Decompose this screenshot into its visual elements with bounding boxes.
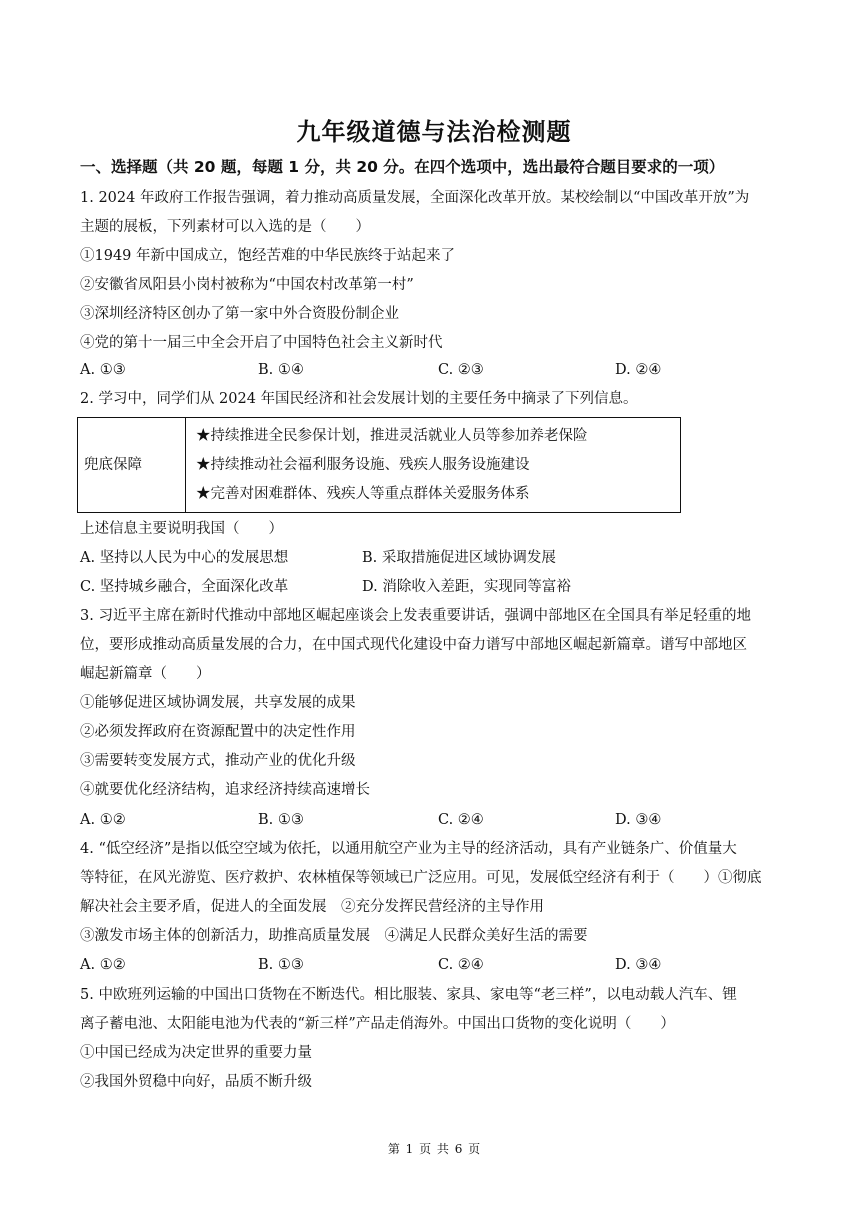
page-footer: 第 1 页 共 6 页 xyxy=(387,1142,481,1156)
question-1-option-b: B. ①④ xyxy=(258,362,304,378)
question-1-statement: ②安徽省凤阳县小岗村被称为“中国农村改革第一村” xyxy=(80,277,414,293)
info-table-category: 兜底保障 xyxy=(78,418,186,512)
question-3-statement: ②必须发挥政府在资源配置中的决定性作用 xyxy=(80,724,356,740)
question-1-option-d: D. ②④ xyxy=(615,362,662,378)
question-4-stem: 4. “低空经济”是指以低空空域为依托，以通用航空产业为主导的经济活动，具有产业链条广、价值量大 xyxy=(80,841,737,857)
question-5-stem: 离子蓄电池、太阳能电池为代表的“新三样”产品走俏海外。中国出口货物的变化说明（ ） xyxy=(80,1016,675,1032)
question-2-option-b: B. 采取措施促进区域协调发展 xyxy=(362,550,556,566)
question-2-option-c: C. 坚持城乡融合，全面深化改革 xyxy=(80,579,289,595)
info-table xyxy=(77,417,681,513)
question-3-option-d: D. ③④ xyxy=(615,812,662,828)
question-5-statement: ②我国外贸稳中向好，品质不断升级 xyxy=(80,1074,312,1090)
question-3-statement: ①能够促进区域协调发展，共享发展的成果 xyxy=(80,695,356,711)
question-4-option-d: D. ③④ xyxy=(615,957,662,973)
question-3-stem: 位，要形成推动高质量发展的合力，在中国式现代化建设中奋力谱写中部地区崛起新篇章。谱写中部地区 xyxy=(80,637,747,653)
question-5-stem: 5. 中欧班列运输的中国出口货物在不断迭代。相比服装、家具、家电等“老三样”，以电动载人汽车、锂 xyxy=(80,987,737,1003)
question-3-option-c: C. ②④ xyxy=(438,812,484,828)
question-4-option-c: C. ②④ xyxy=(438,957,484,973)
question-1-option-c: C. ②③ xyxy=(438,362,484,378)
question-2-stem: 2. 学习中，同学们从 2024 年国民经济和社会发展计划的主要任务中摘录了下列信息。 xyxy=(80,391,638,407)
question-4-option-b: B. ①③ xyxy=(258,957,304,973)
question-1-statement: ④党的第十一届三中全会开启了中国特色社会主义新时代 xyxy=(80,335,443,351)
question-1-stem: 1. 2024 年政府工作报告强调，着力推动高质量发展，全面深化改革开放。某校绘制以“中国改革开放”为 xyxy=(80,190,750,206)
info-table-item: ★完善对困难群体、残疾人等重点群体关爱服务体系 xyxy=(196,486,530,502)
question-2-option-a: A. 坚持以人民为中心的发展思想 xyxy=(80,550,289,566)
question-1-statement: ③深圳经济特区创办了第一家中外合资股份制企业 xyxy=(80,306,399,322)
question-3-stem: 3. 习近平主席在新时代推动中部地区崛起座谈会上发表重要讲话，强调中部地区在全国具有举足轻重的地 xyxy=(80,608,751,624)
question-3-stem: 崛起新篇章（ ） xyxy=(80,666,211,682)
question-4-stem: 等特征，在风光游览、医疗救护、农林植保等领域已广泛应用。可见，发展低空经济有利于（ ）①彻底 xyxy=(80,870,762,886)
question-1-option-a: A. ①③ xyxy=(80,362,126,378)
question-4-stem: ③激发市场主体的创新活力，助推高质量发展 ④满足人民群众美好生活的需要 xyxy=(80,928,588,944)
question-2-option-d: D. 消除收入差距，实现同等富裕 xyxy=(362,579,571,595)
question-1-statement: ①1949 年新中国成立，饱经苦难的中华民族终于站起来了 xyxy=(80,248,456,264)
question-3-option-b: B. ①③ xyxy=(258,812,304,828)
question-3-option-a: A. ①② xyxy=(80,812,126,828)
question-5-statement: ①中国已经成为决定世界的重要力量 xyxy=(80,1045,312,1061)
page-title: 九年级道德与法治检测题 xyxy=(296,118,572,146)
question-3-statement: ③需要转变发展方式，推动产业的优化升级 xyxy=(80,753,356,769)
question-4-stem: 解决社会主要矛盾，促进人的全面发展 ②充分发挥民营经济的主导作用 xyxy=(80,899,544,915)
question-2-question: 上述信息主要说明我国（ ） xyxy=(80,521,283,537)
question-3-statement: ④就要优化经济结构，追求经济持续高速增长 xyxy=(80,782,370,798)
info-table-item: ★持续推动社会福利服务设施、残疾人服务设施建设 xyxy=(196,457,530,473)
info-table-item: ★持续推进全民参保计划，推进灵活就业人员等参加养老保险 xyxy=(196,428,588,444)
question-1-stem: 主题的展板，下列素材可以入选的是（ ） xyxy=(80,219,370,235)
section-heading: 一、选择题（共 20 题，每题 1 分，共 20 分。在四个选项中，选出最符合题目要求的一项） xyxy=(80,158,725,176)
question-4-option-a: A. ①② xyxy=(80,957,126,973)
